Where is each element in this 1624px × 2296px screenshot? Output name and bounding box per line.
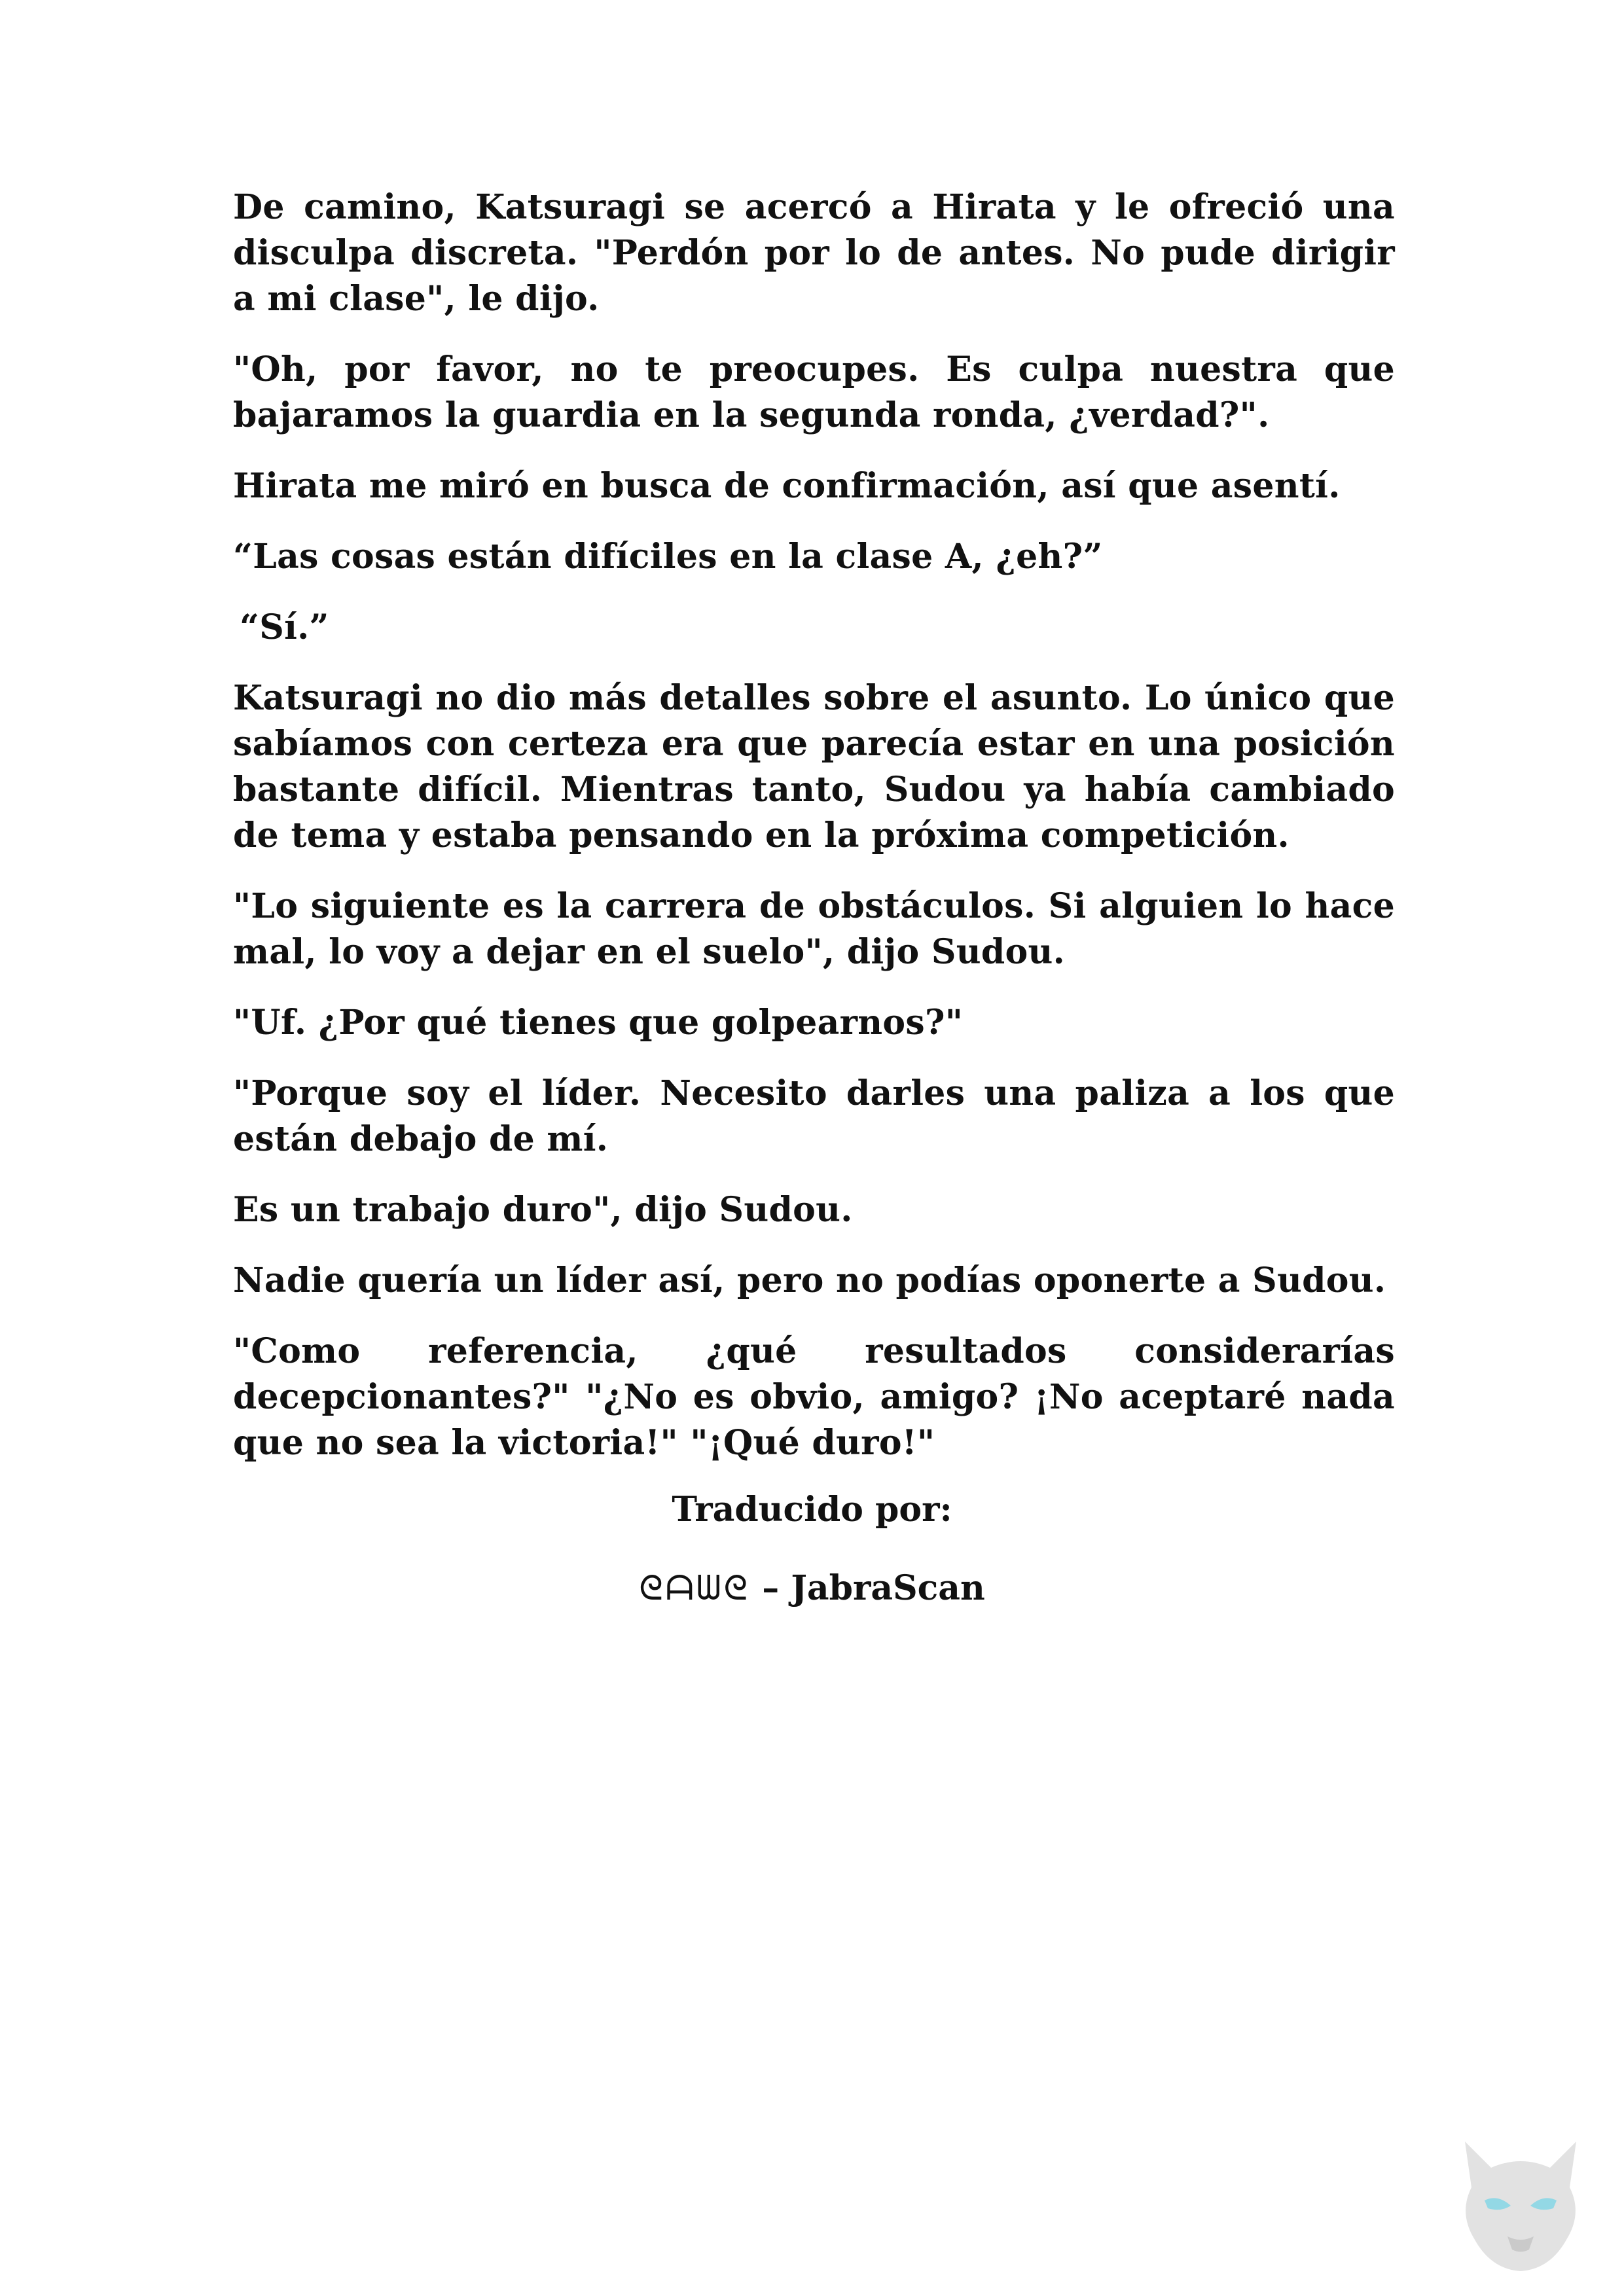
- credits-title: Traducido por:: [672, 1490, 952, 1530]
- paragraph-12: "Como referencia, ¿qué resultados considerarías decepcionantes?" "¿No es obvio, amigo? ¡No aceptaré nada que no sea la victoria!" "¡Qué duro!": [233, 1331, 1395, 1463]
- paragraph-10: Es un trabajo duro", dijo Sudou.: [233, 1190, 853, 1230]
- body-text: [233, 185, 1395, 1491]
- paragraph-5: “Sí.”: [240, 607, 329, 647]
- paragraph-7: "Lo siguiente es la carrera de obstáculos. Si alguien lo hace mal, lo voy a dejar en el suelo", dijo Sudou.: [233, 886, 1395, 972]
- credits-line: [0, 1566, 1624, 1611]
- translator-name: ᘓᗩᗯᘓ: [639, 1569, 751, 1608]
- paragraph-8: "Uf. ¿Por qué tienes que golpearnos?": [233, 1003, 964, 1043]
- paragraph-9: "Porque soy el líder. Necesito darles una paliza a los que están debajo de mí.: [233, 1073, 1395, 1159]
- paragraph-6: Katsuragi no dio más detalles sobre el asunto. Lo único que sabíamos con certeza era que parecía estar en una posición bastante difícil. Mientras tanto, Sudou ya había cambiado de tema y estaba pensando en la próxima competición.: [233, 678, 1395, 855]
- group-name: JabraScan: [791, 1568, 985, 1608]
- credits-separator: –: [750, 1568, 791, 1608]
- paragraph-11: Nadie quería un líder así, pero no podías oponerte a Sudou.: [233, 1261, 1386, 1300]
- paragraph-3: Hirata me miró en busca de confirmación, así que asentí.: [233, 466, 1341, 506]
- paragraph-4: “Las cosas están difíciles en la clase A, ¿eh?”: [233, 537, 1103, 577]
- paragraph-2: "Oh, por favor, no te preocupes. Es culpa nuestra que bajaramos la guardia en la segunda ronda, ¿verdad?".: [233, 350, 1395, 435]
- devil-mask-icon: [1445, 2128, 1596, 2279]
- logo-body: [1465, 2142, 1576, 2271]
- paragraph-1: De camino, Katsuragi se acercó a Hirata y le ofreció una disculpa discreta. "Perdón por lo de antes. No pude dirigir a mi clase", le dijo.: [233, 187, 1395, 319]
